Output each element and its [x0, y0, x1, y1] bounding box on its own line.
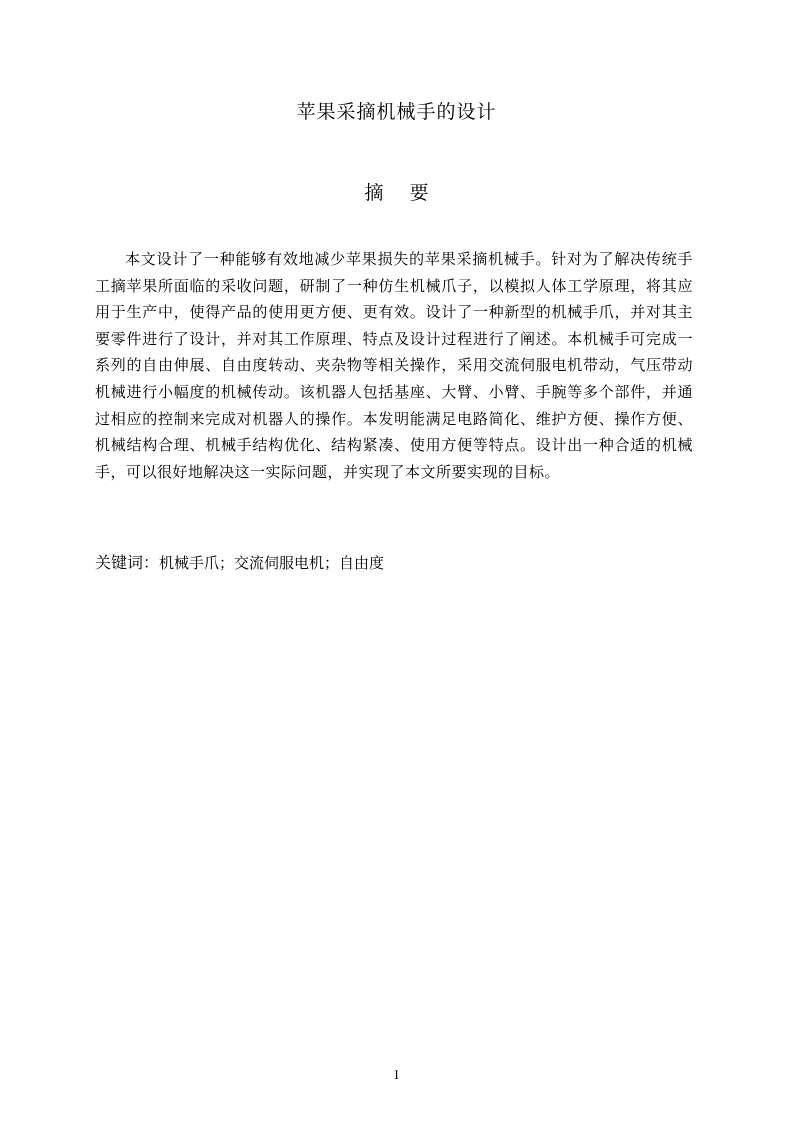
abstract-heading: 摘要 — [364, 182, 455, 204]
page-number: I — [394, 1067, 399, 1082]
abstract-paragraph: 本文设计了一种能够有效地减少苹果损失的苹果采摘机械手。针对为了解决传统手工摘苹果所面临的采收问题，研制了一种仿生机械爪子，以模拟人体工学原理，将其应用于生产中，使得产品的使用更方便、更有效。设计了一种新型的机械手爪，并对其主要零件进行了设计，并对其工作原理、特点及设计过程进行了阐述。本机械手可完成一系列的自由伸展、自由度转动、夹杂物等相关操作，采用交流伺服电机带动，气压带动机械进行小幅度的机械传动。该机器人包括基座、大臂、小臂、手腕等多个部件，并通过相应的控制来完成对机器人的操作。本发明能满足电路简化、维护方便、操作方便、机械结构合理、机械手结构优化、结构紧凑、使用方便等特点。设计出一种合适的机械手，可以很好地解决这一实际问题，并实现了本文所要实现的目标。 — [95, 250, 693, 481]
keywords-line — [95, 551, 693, 575]
document-title: 苹果采摘机械手的设计 — [296, 101, 497, 123]
keywords-label: 关键词： — [95, 553, 160, 572]
keywords-text: 机械手爪；交流伺服电机；自由度 — [159, 554, 385, 572]
